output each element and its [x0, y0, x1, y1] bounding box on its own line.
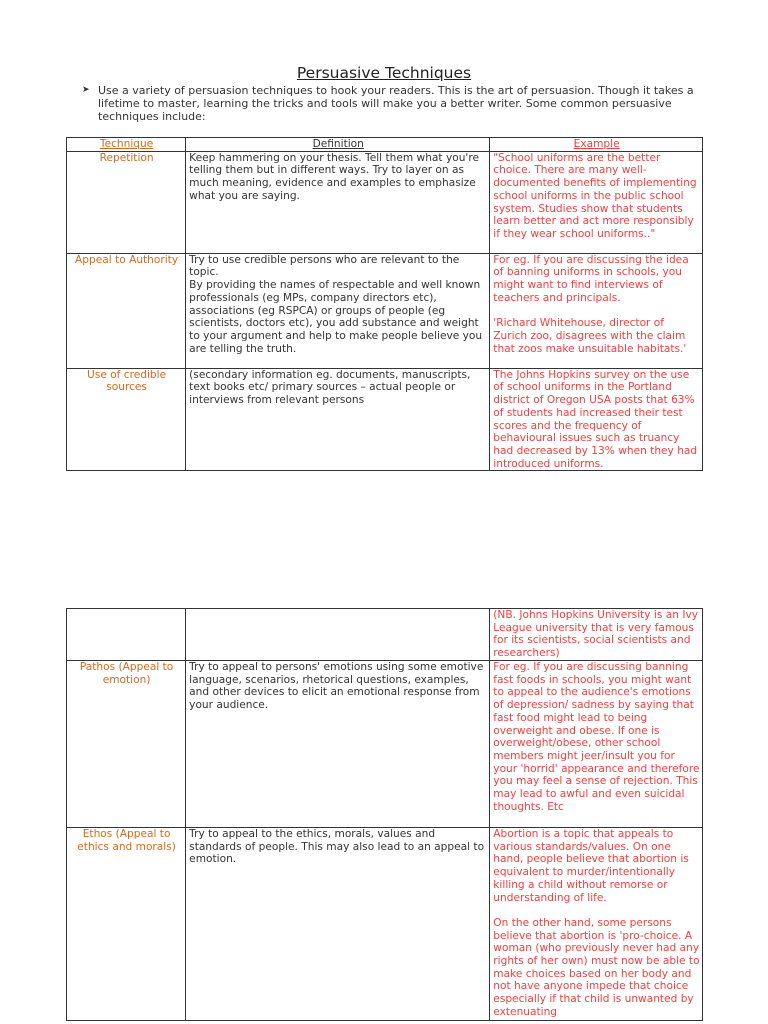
example-paragraph	[493, 904, 700, 917]
example-paragraph: For eg. If you are discussing the idea of banning uniforms in schools, you might want to find interviews of teachers and principals.	[493, 253, 689, 304]
definition-cell	[186, 151, 490, 253]
definition-cell	[186, 661, 490, 828]
example-paragraph: On the other hand, some persons believe that abortion is 'pro-choice. A woman (who previously never had any rights of her own) must now be able to make choices based on her body and not have anyone impede that choice especially if that child is unwanted by extenuating	[493, 916, 700, 1018]
definition-paragraph: Try to use credible persons who are relevant to the topic.	[189, 253, 460, 279]
example-paragraph: For eg. If you are discussing banning fast foods in schools, you might want to appeal to the audience's emotions of depression/ sadness by saying that fast food might lead to being overweight and obese. If one is overweight/obese, other school members might jeer/insult you for your 'horrid' appearance and therefore you may feel a sense of rejection. This may lead to awful and even suicidal thoughts. Etc	[493, 661, 700, 813]
table-row	[67, 368, 703, 471]
table-header-row	[67, 138, 703, 152]
definition-cell	[186, 828, 490, 1021]
header-technique: Technique	[67, 138, 186, 152]
table-row	[67, 828, 703, 1021]
definition-paragraph: By providing the names of respectable and well known professionals (eg MPs, company directors etc), associations (eg RSPCA) or groups of people (eg scientists, doctors etc), you add substance and weight to your argument and help to make people believe you are telling the truth.	[189, 279, 483, 355]
example-paragraph	[493, 305, 700, 318]
example-cell	[490, 368, 703, 471]
techniques-table-2	[66, 608, 703, 1021]
example-cell	[490, 828, 703, 1021]
technique-cell	[67, 609, 186, 661]
example-cell	[490, 609, 703, 661]
example-cell	[490, 151, 703, 253]
definition-paragraph	[189, 609, 487, 622]
table-row	[67, 151, 703, 253]
header-definition: Definition	[186, 138, 490, 152]
definition-cell	[186, 368, 490, 471]
definition-cell	[186, 253, 490, 368]
page-title: Persuasive Techniques	[296, 64, 472, 82]
definition-cell	[186, 609, 490, 661]
example-paragraph: "School uniforms are the better choice. There are many well-documented benefits of implementing school uniforms in the public school system. Studies show that students learn better and act more responsibly if they wear school uniforms.."	[493, 151, 697, 240]
technique-cell: Repetition	[67, 151, 186, 253]
header-example: Example	[490, 138, 703, 152]
technique-cell: Ethos (Appeal to ethics and morals)	[67, 828, 186, 1021]
table-row	[67, 661, 703, 828]
example-paragraph: The Johns Hopkins survey on the use of school uniforms in the Portland district of Oregon USA posts that 63% of students had increased their test scores and the frequency of behavioural issues such as truancy had decreased by 13% when they had introduced uniforms.	[493, 368, 698, 470]
definition-paragraph: Try to appeal to the ethics, morals, values and standards of people. This may also lead to an appeal to emotion.	[189, 828, 485, 866]
definition-paragraph: Keep hammering on your thesis. Tell them what you're telling them but in different ways. Try to layer on as much meaning, evidence and examples to emphasize what you are saying.	[189, 151, 479, 202]
technique-cell: Pathos (Appeal to emotion)	[67, 661, 186, 828]
techniques-table-1	[66, 137, 703, 471]
example-paragraph: (NB. Johns Hopkins University is an Ivy League university that is very famous for its scientists, social scientists and researchers)	[493, 609, 699, 660]
arrow-bullet-icon: ➤	[82, 85, 90, 95]
intro-text: Use a variety of persuasion techniques to hook your readers. This is the art of persuasion. Though it takes a lifetime to master, learning the tricks and tools will make you a better writer. Some common persuasive techniques include:	[98, 84, 694, 123]
table-row	[67, 253, 703, 368]
definition-paragraph: Try to appeal to persons' emotions using some emotive language, scenarios, rhetorical questions, examples, and other devices to elicit an emotional response from your audience.	[189, 661, 484, 712]
example-paragraph: 'Richard Whitehouse, director of Zurich zoo, disagrees with the claim that zoos make unsuitable habitats.'	[493, 317, 687, 355]
example-paragraph: Abortion is a topic that appeals to various standards/values. On one hand, people believe that abortion is equivalent to murder/intentionally killing a child without remorse or understanding of life.	[493, 828, 689, 904]
table-row	[67, 609, 703, 661]
technique-cell: Use of credible sources	[67, 368, 186, 471]
definition-paragraph: (secondary information eg. documents, manuscripts, text books etc/ primary sources – actual people or interviews from relevant persons	[189, 368, 471, 407]
intro-paragraph	[82, 84, 698, 123]
technique-cell: Appeal to Authority	[67, 253, 186, 368]
example-cell	[490, 661, 703, 828]
example-cell	[490, 253, 703, 368]
